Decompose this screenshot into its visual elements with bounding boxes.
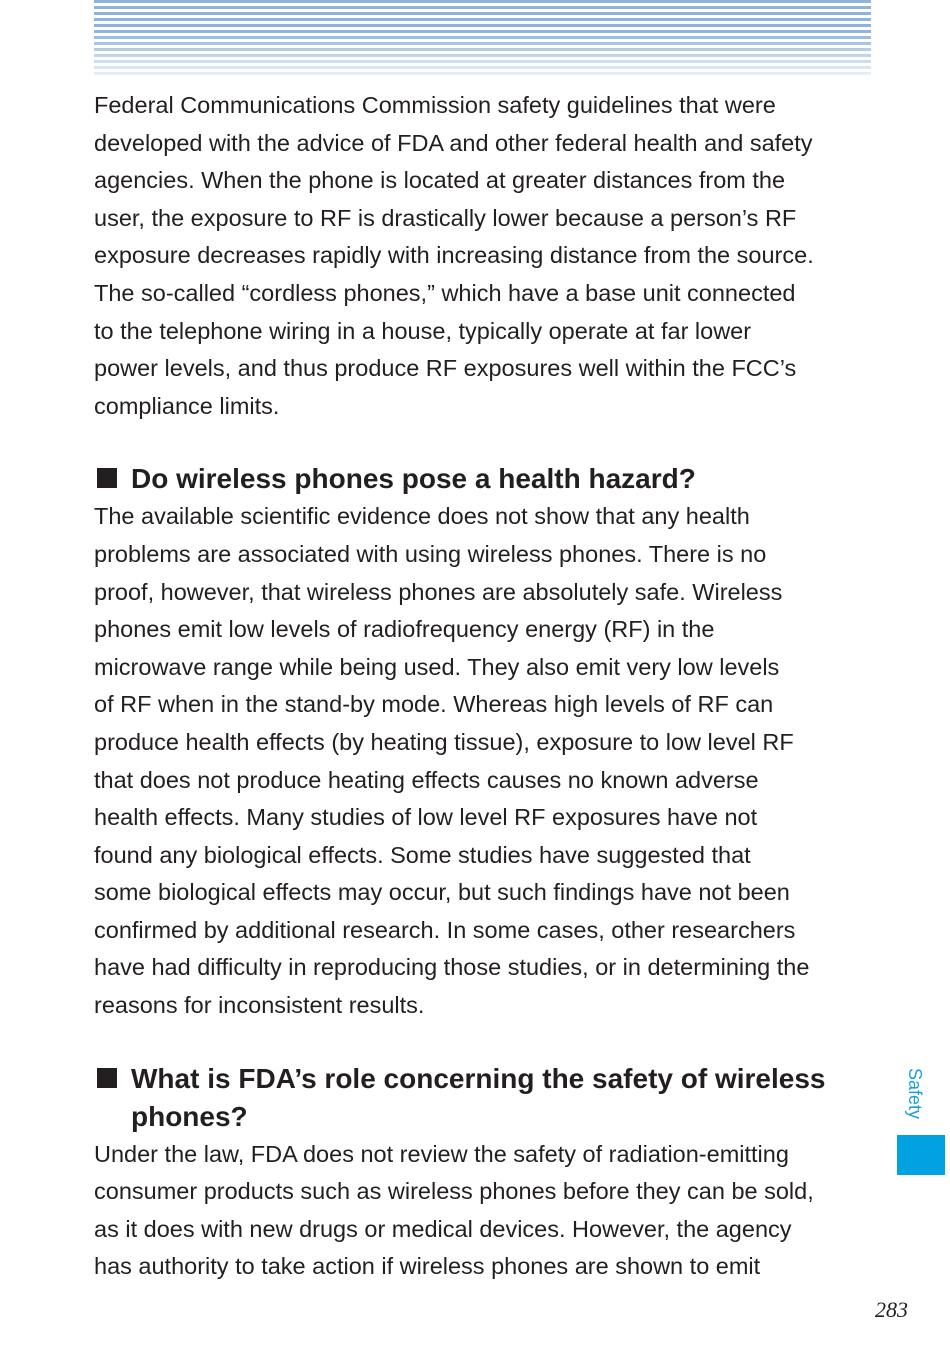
paragraph-line: have had difficulty in reproducing those studies, or in determining the bbox=[94, 954, 810, 981]
paragraph-line: health effects. Many studies of low level RF exposures have not bbox=[94, 804, 758, 831]
paragraph-line: phones emit low levels of radiofrequency energy (RF) in the bbox=[94, 616, 715, 643]
page-number: 283 bbox=[875, 1297, 908, 1322]
page-content bbox=[94, 87, 884, 1286]
paragraph-line: confirmed by additional research. In some cases, other researchers bbox=[94, 916, 796, 943]
paragraph-line: problems are associated with using wireless phones. There is no bbox=[94, 540, 767, 567]
section-heading-fda-role: What is FDA’s role concerning the safety of wireless phones? bbox=[94, 1060, 884, 1136]
paragraph-line: produce health effects (by heating tissue), exposure to low level RF bbox=[94, 728, 794, 755]
paragraph-line: found any biological effects. Some studies have suggested that bbox=[94, 841, 751, 868]
paragraph-line: to the telephone wiring in a house, typically operate at far lower bbox=[94, 317, 752, 344]
health-hazard-paragraph bbox=[94, 498, 884, 1024]
paragraph-line: of RF when in the stand-by mode. Whereas high levels of RF can bbox=[94, 691, 774, 718]
square-bullet-icon bbox=[97, 1068, 117, 1088]
paragraph-line: Federal Communications Commission safety guidelines that were bbox=[94, 92, 776, 118]
side-tab-label: Safety bbox=[905, 1068, 925, 1120]
paragraph-line: proof, however, that wireless phones are absolutely safe. Wireless bbox=[94, 578, 783, 605]
paragraph-line: consumer products such as wireless phones before they can be sold, bbox=[94, 1178, 814, 1205]
paragraph-line: exposure decreases rapidly with increasing distance from the source. bbox=[94, 242, 814, 269]
side-tab-marker bbox=[897, 1135, 945, 1175]
paragraph-line: compliance limits. bbox=[94, 392, 280, 419]
paragraph-line: Under the law, FDA does not review the safety of radiation-emitting bbox=[94, 1140, 789, 1167]
paragraph-line: has authority to take action if wireless phones are shown to emit bbox=[94, 1253, 761, 1280]
paragraph-line: reasons for inconsistent results. bbox=[94, 992, 425, 1019]
square-bullet-icon bbox=[97, 468, 117, 488]
paragraph-line: agencies. When the phone is located at greater distances from the bbox=[94, 167, 786, 194]
paragraph-line: user, the exposure to RF is drastically lower because a person’s RF bbox=[94, 204, 797, 231]
paragraph-line: power levels, and thus produce RF exposures well within the FCC’s bbox=[94, 355, 797, 382]
fda-role-paragraph bbox=[94, 1136, 884, 1286]
paragraph-line: that does not produce heating effects causes no known adverse bbox=[94, 766, 759, 793]
paragraph-line: some biological effects may occur, but such findings have not been bbox=[94, 879, 790, 906]
paragraph-line: microwave range while being used. They also emit very low levels bbox=[94, 653, 780, 680]
section-heading-health-hazard: Do wireless phones pose a health hazard? bbox=[94, 460, 884, 498]
intro-paragraph bbox=[94, 87, 884, 425]
paragraph-line: developed with the advice of FDA and other federal health and safety bbox=[94, 129, 813, 156]
header-stripe-band bbox=[94, 0, 871, 78]
paragraph-line: as it does with new drugs or medical devices. However, the agency bbox=[94, 1215, 792, 1242]
paragraph-line: The so-called “cordless phones,” which have a base unit connected bbox=[94, 279, 796, 306]
paragraph-line: The available scientific evidence does not show that any health bbox=[94, 503, 750, 530]
